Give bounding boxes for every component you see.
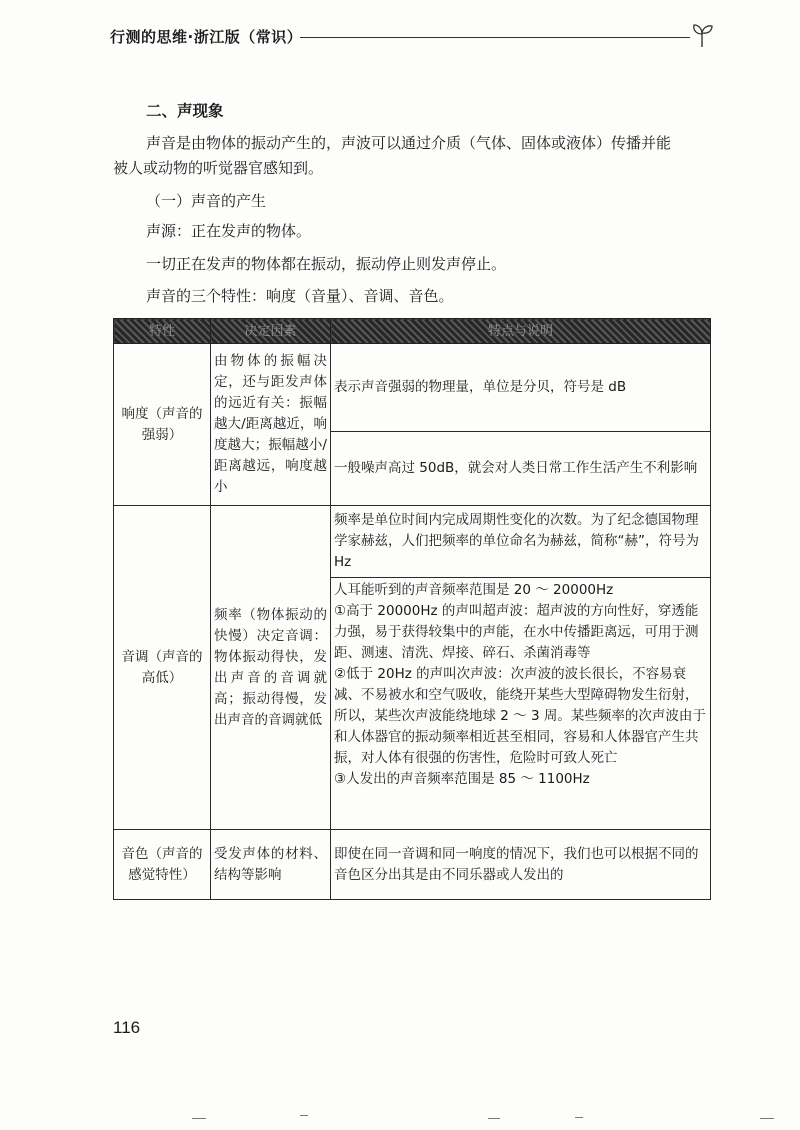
ultrasound-note: ①高于 20000Hz 的声叫超声波：超声波的方向性好，穿透能力强，易于获得较集中的声能，在水中传播距离远，可用于测距、测速、清洗、焊接、碎石、杀菌消毒等 (334, 603, 699, 661)
header-notes: 特点与说明 (331, 319, 711, 344)
intro-paragraph-line2: 被人或动物的听觉器官感知到。 (113, 159, 324, 177)
feature-factor: 频率（物体振动的快慢）决定音调：物体振动得快，发出声音的音调就高；振动得慢，发出声音的音调就低 (211, 506, 331, 830)
scan-artifact (488, 1118, 500, 1119)
sprout-icon (690, 22, 714, 48)
page-number: 116 (113, 1018, 141, 1037)
section-title: 二、声现象 (146, 102, 224, 120)
feature-factor: 受发声体的材料、结构等影响 (211, 830, 331, 900)
header-factor: 决定因素 (211, 319, 331, 344)
table-row (114, 830, 711, 900)
sound-source-definition: 声源：正在发声的物体。 (146, 222, 312, 240)
feature-note: 一般噪声高过 50dB，就会对人类日常工作生活产生不利影响 (331, 432, 711, 506)
human-voice-note: ③人发出的声音频率范围是 85 ～ 1100Hz (334, 771, 590, 787)
feature-note: 即使在同一音调和同一响度的情况下，我们也可以根据不同的音色区分出其是由不同乐器或人发出的 (331, 830, 711, 900)
feature-note: 表示声音强弱的物理量，单位是分贝，符号是 dB (331, 344, 711, 432)
sound-features-table (113, 318, 711, 900)
infrasound-note: ②低于 20Hz 的声叫次声波：次声波的波长很长，不容易衰减、不易被水和空气吸收，能绕开某些大型障碍物发生衍射，所以，某些次声波能绕地球 2 ～ 3 周。某些频率的次声波由于和人体器官的振动频率相近甚至相同，容易和人体器官产生共振，对人体有很强的伤害性，危险时可致人死亡 (334, 666, 706, 766)
feature-name: 响度（声音的强弱） (114, 344, 211, 506)
feature-note: 频率是单位时间内完成周期性变化的次数。为了纪念德国物理学家赫兹，人们把频率的单位命名为赫兹，简称“赫”，符号为 Hz (331, 506, 711, 578)
subsection-title: （一）声音的产生 (146, 192, 267, 210)
scan-artifact (575, 1117, 583, 1118)
header-title: 行测的思维·浙江版（常识） (110, 28, 303, 46)
feature-factor: 由物体的振幅决定，还与距发声体的远近有关：振幅越大/距离越近，响度越大；振幅越小/距离越远，响度越小 (211, 344, 331, 506)
page-header (110, 22, 715, 52)
vibration-statement: 一切正在发声的物体都在振动，振动停止则发声停止。 (146, 255, 507, 273)
feature-name: 音色（声音的感觉特性） (114, 830, 211, 900)
table-row (114, 506, 711, 578)
table-row (114, 344, 711, 432)
header-rule (300, 37, 690, 38)
hearing-range-note: 人耳能听到的声音频率范围是 20 ～ 20000Hz (334, 582, 614, 598)
table-header-row (114, 319, 711, 344)
header-feature: 特性 (114, 319, 211, 344)
scan-artifact (300, 1115, 308, 1116)
feature-name: 音调（声音的高低） (114, 506, 211, 830)
intro-paragraph-line1: 声音是由物体的振动产生的，声波可以通过介质（气体、固体或液体）传播并能 (146, 134, 672, 152)
scan-artifact (192, 1118, 206, 1119)
scan-artifact (760, 1118, 774, 1119)
three-features-statement: 声音的三个特性：响度（音量）、音调、音色。 (146, 287, 454, 305)
feature-note-group (331, 578, 711, 830)
